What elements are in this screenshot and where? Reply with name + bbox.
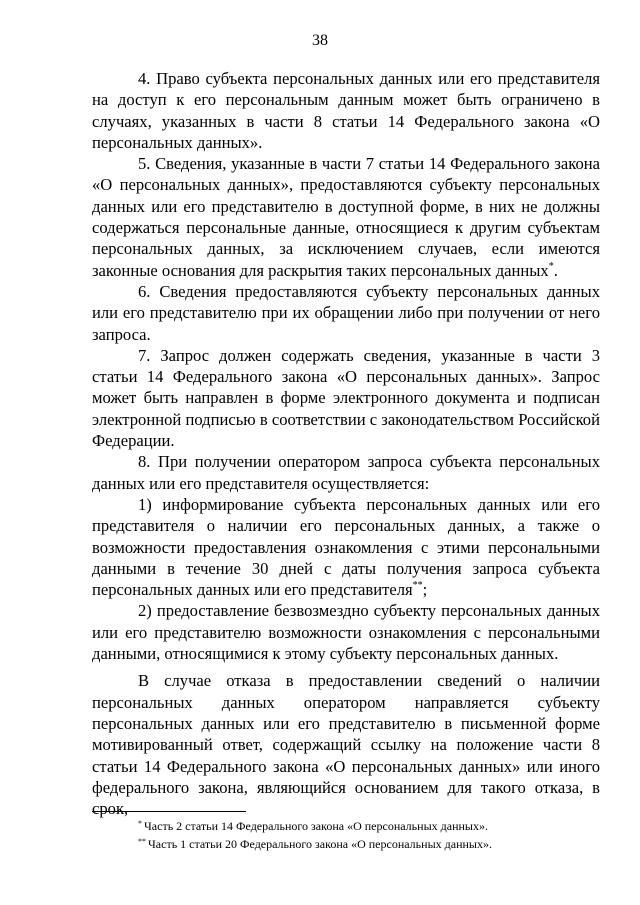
footnote-ref-2: ** (412, 580, 423, 592)
page-number: 38 (312, 32, 328, 49)
paragraph-8: 8. При получении оператором запроса субъекта персональных данных или его представителя осуществляется: (92, 452, 600, 493)
document-body (92, 68, 600, 819)
paragraph-6: 6. Сведения предоставляются субъекту персональных данных или его представителю при их обращении либо при получении от него запроса. (92, 281, 600, 344)
footnotes (138, 817, 608, 853)
footnote-2: ** Часть 1 статьи 20 Федерального закона «О персональных данных». (138, 837, 492, 851)
paragraph-4: 4. Право субъекта персональных данных или его представителя на доступ к его персональным данным может быть ограничено в случаях, указанных в части 8 статьи 14 Федерального закона «О персональных данных». (92, 69, 600, 152)
subitem-2: 2) предоставление безвозмездно субъекту персональных данных или его представителю возможности ознакомления с персональными данными, относящимися к этому субъекту персональных данных. (92, 601, 600, 664)
paragraph-7: 7. Запрос должен содержать сведения, указанные в части 3 статьи 14 Федерального закона «О персональных данных». Запрос может быть направлен в форме электронного документа и подписан электронной подписью в соответствии с законодательством Российской Федерации. (92, 345, 600, 451)
footnote-divider (92, 811, 246, 812)
refusal-paragraph: В случае отказа в предоставлении сведений о наличии персональных данных оператором направляется субъекту персональных данных или его представителю в письменной форме мотивированный ответ, содержащий ссылку на положение части 8 статьи 14 Федерального закона «О персональных данных» или иного федерального закона, являющийся основанием для такого отказа, в срок, (92, 671, 600, 819)
footnote-1: * Часть 2 статьи 14 Федерального закона «О персональных данных». (138, 819, 488, 833)
paragraph-5: 5. Сведения, указанные в части 7 статьи 14 Федерального закона «О персональных данных», предоставляются субъекту персональных данных или его представителю в доступной форме, в них не должны содержаться персональные данные, относящиеся к другим субъектам персональных данных, за исключением случаев, если имеются законные основания для раскрытия таких персональных данных*. (92, 154, 600, 280)
footnote-ref-1: * (548, 260, 554, 272)
subitem-1: 1) информирование субъекта персональных данных или его представителя о наличии его персональных данных, а также о возможности предоставления ознакомления с этими персональными данными в течение 30 дней с даты получения запроса субъекта персональных данных или его представителя**; (92, 494, 600, 600)
